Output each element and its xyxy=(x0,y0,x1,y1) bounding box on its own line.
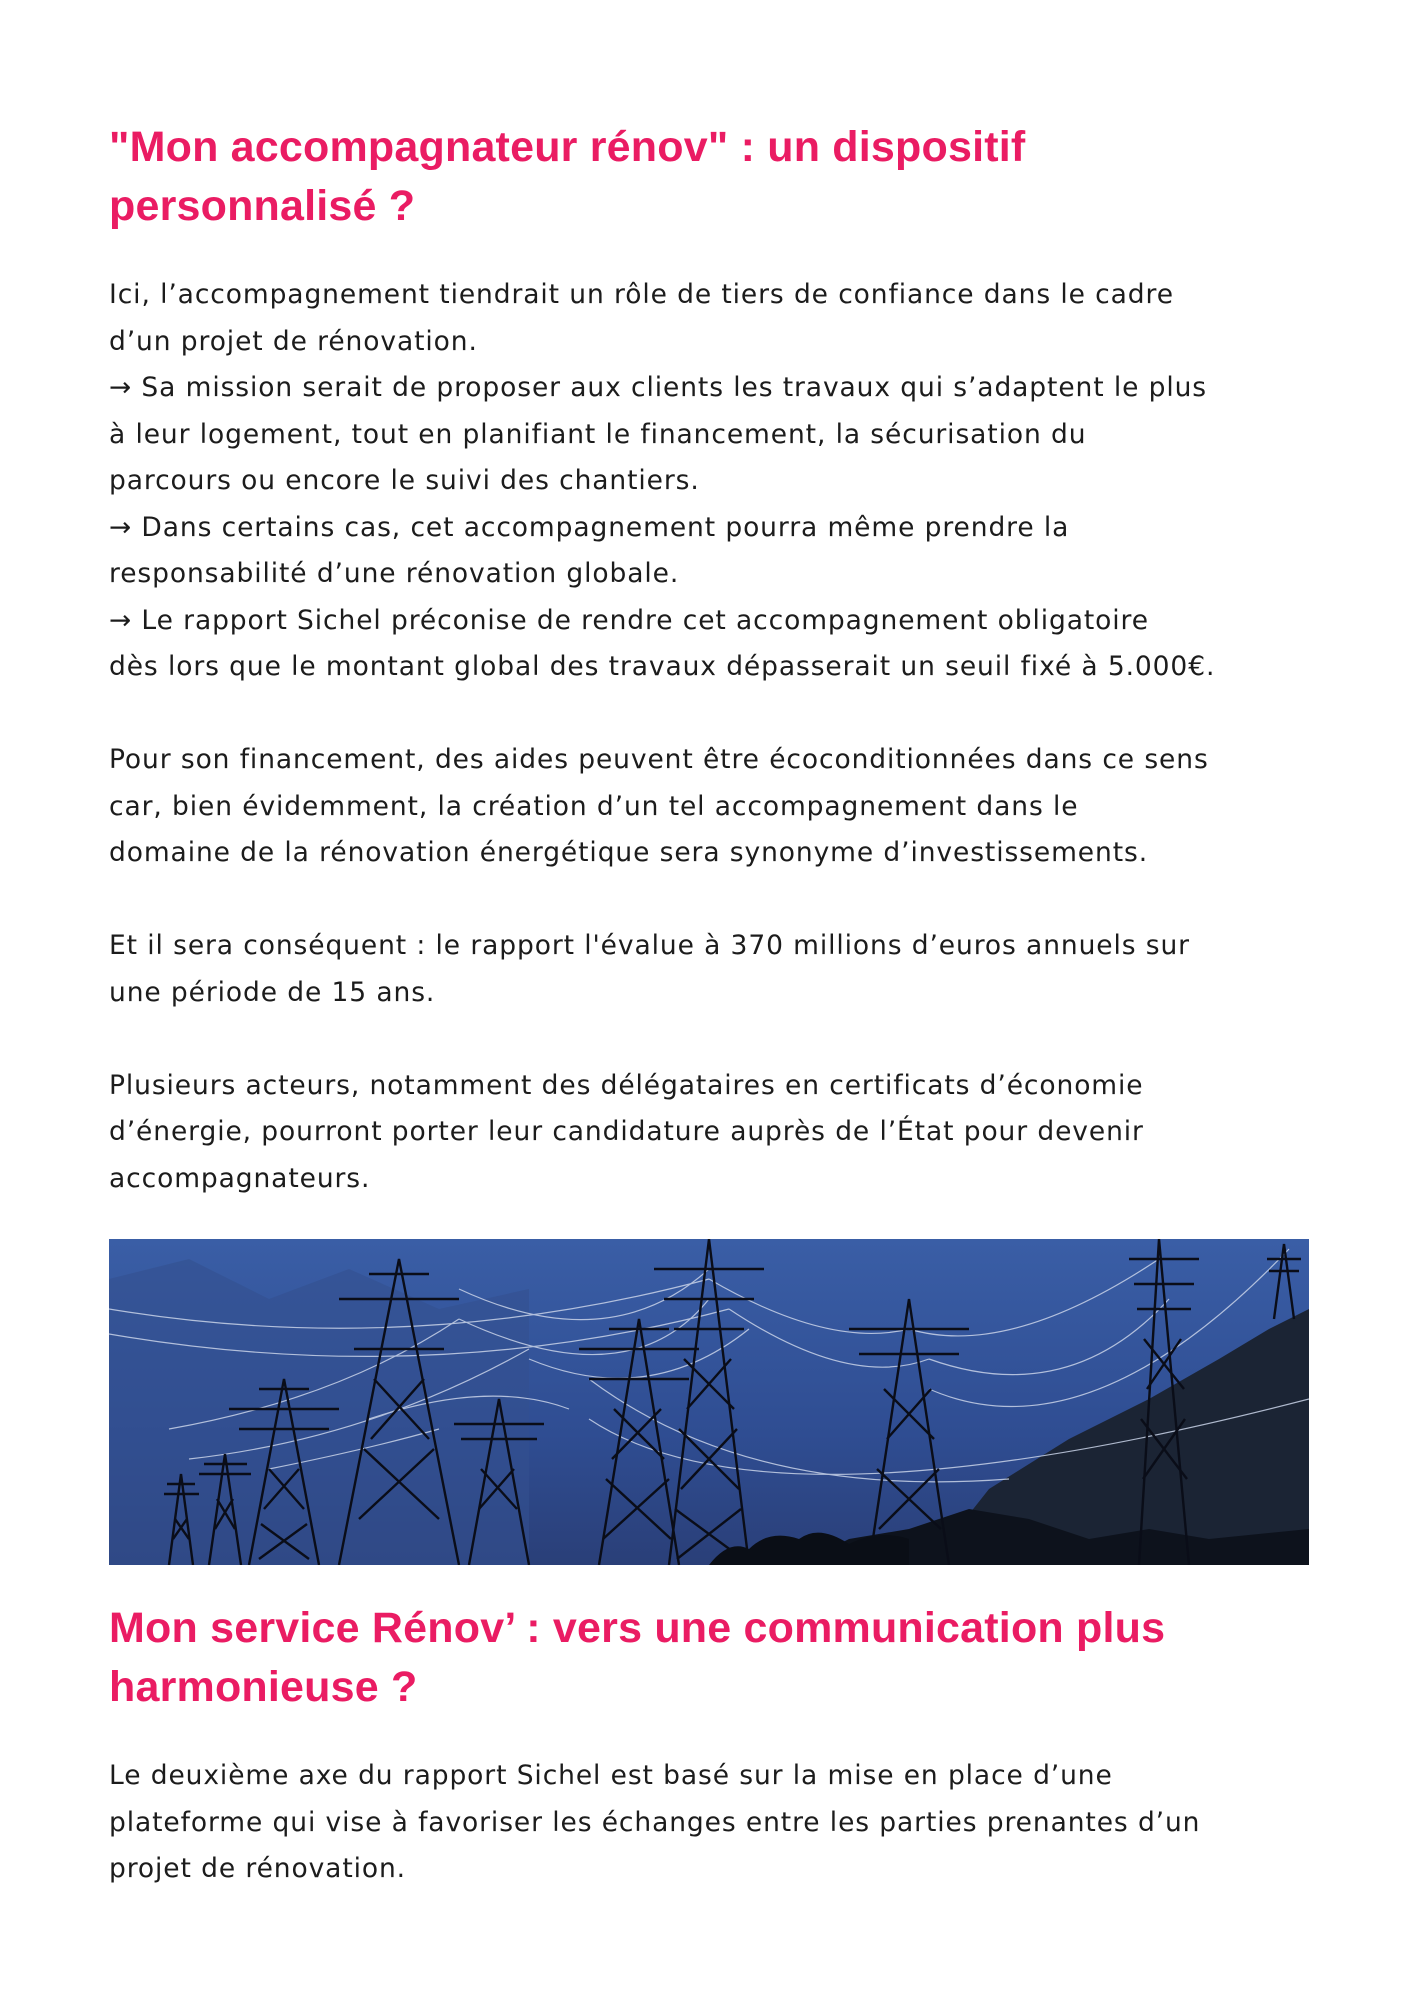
paragraph-plateforme: Le deuxième axe du rapport Sichel est basé sur la mise en place d’une plateforme qui vise à favoriser les échanges entre les parties prenantes d’un projet de rénovation. xyxy=(109,1760,1201,1884)
paragraph-cout: Et il sera conséquent : le rapport l'évalue à 370 millions d’euros annuels sur une période de 15 ans. xyxy=(109,930,1190,1008)
document-page xyxy=(109,118,1309,1893)
pylon-photo xyxy=(109,1239,1309,1565)
paragraph-role-accompagnement: Ici, l’accompagnement tiendrait un rôle de tiers de confiance dans le cadre d’un projet de rénovation. → Sa mission serait de proposer aux clients les travaux qui s’adaptent le plus à leur logement, tout en planifiant le financement, la sécurisation du parcours ou encore le suivi des chantiers. → Dans certains cas, cet accompagnement pourra même prendre la responsabilité d’une rénovation globale. → Le rapport Sichel préconise de rendre cet accompagnement obligatoire dès lors que le montant global des travaux dépasserait un seuil fixé à 5.000€. xyxy=(109,279,1216,682)
section-title-accompagnateur: "Mon accompagnateur rénov" : un dispositif personnalisé ? xyxy=(109,123,1026,230)
section-title-service-renov: Mon service Rénov’ : vers une communication plus harmonieuse ? xyxy=(109,1604,1166,1711)
paragraph-financement: Pour son financement, des aides peuvent être écoconditionnées dans ce sens car, bien évidemment, la création d’un tel accompagnement dans le domaine de la rénovation énergétique sera synonyme d’investissements. xyxy=(109,744,1209,868)
paragraph-acteurs: Plusieurs acteurs, notamment des délégataires en certificats d’économie d’énergie, pourront porter leur candidature auprès de l’État pour devenir accompagnateurs. xyxy=(109,1069,1144,1194)
